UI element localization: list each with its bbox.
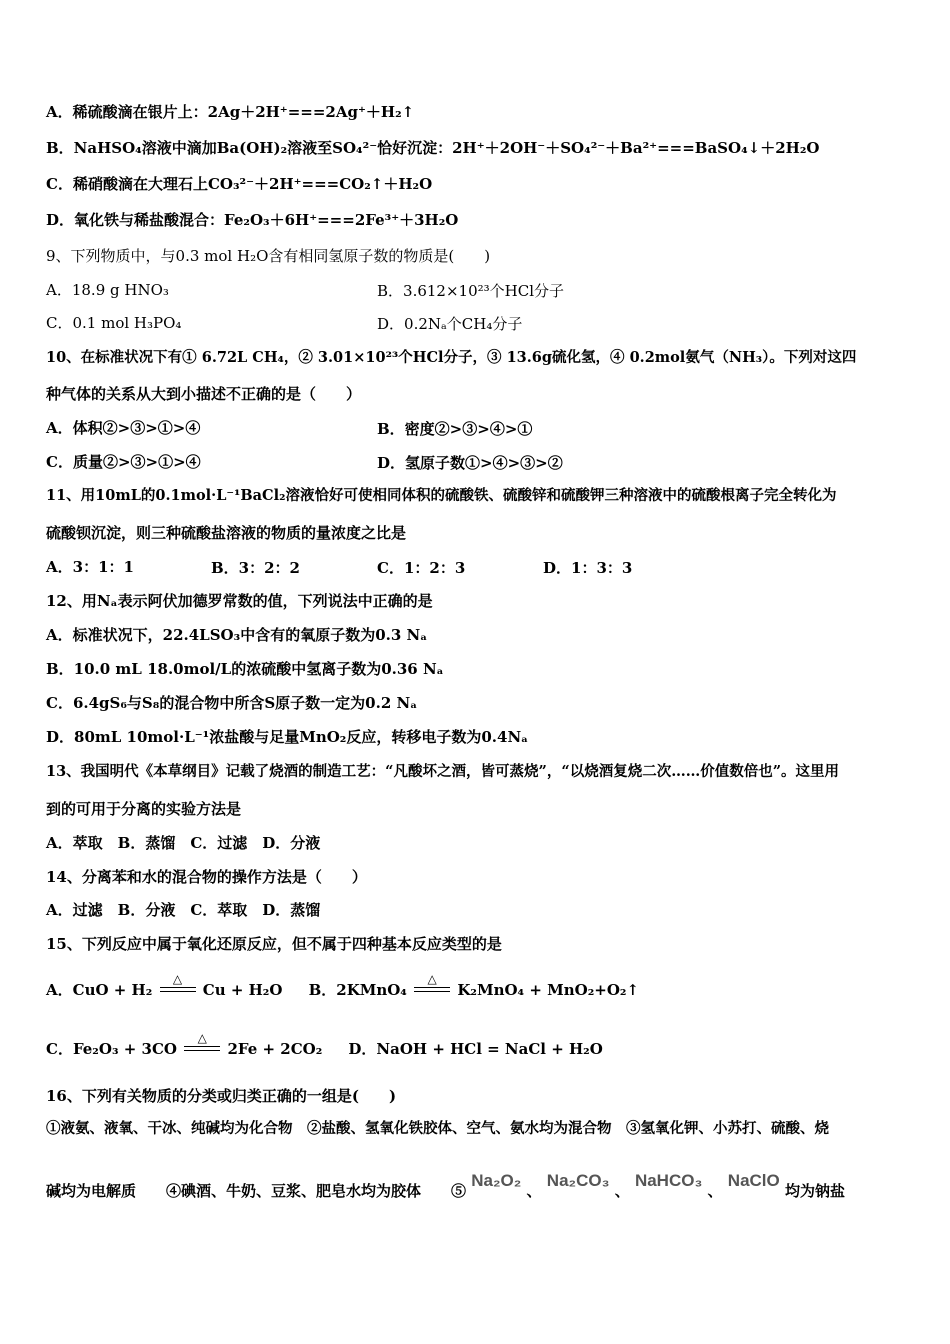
q11-stem-line1: 11、用10mL的0.1mol·L⁻¹BaCl₂溶液恰好可使相同体积的硫酸铁、硫酸锌和硫酸钾三种溶液中的硫酸根离子完全转化为 — [46, 487, 837, 504]
q11-option-d: D．1：3：3 — [543, 559, 633, 577]
q16-statements-line2 — [46, 1171, 846, 1201]
q8-option-d: D．氧化铁与稀盐酸混合：Fe₂O₃＋6H⁺===2Fe³⁺＋3H₂O — [46, 211, 459, 229]
q9-option-d: D．0.2Nₐ个CH₄分子 — [377, 315, 523, 333]
separator: 、 — [526, 1182, 542, 1200]
q8-option-a: A．稀硫酸滴在银片上：2Ag＋2H⁺===2Ag⁺＋H₂↑ — [46, 103, 415, 121]
q16-statements-line1: ①液氨、液氧、干冰、纯碱均为化合物 ②盐酸、氢氧化铁胶体、空气、氨水均为混合物 ③氢氧化钾、小苏打、硫酸、烧 — [46, 1120, 829, 1137]
q15-options-ab — [46, 972, 640, 1000]
q14-options: A．过滤 B．分液 C．萃取 D．蒸馏 — [46, 901, 321, 919]
heat-condition-icon: △ — [184, 1042, 220, 1058]
q12-option-d: D．80mL 10mol·L⁻¹浓盐酸与足量MnO₂反应，转移电子数为0.4Nₐ — [46, 728, 529, 746]
q9-option-c: C．0.1 mol H₃PO₄ — [46, 314, 182, 332]
q15-option-c-reactants: C．Fe₂O₃ + 3CO — [46, 1040, 177, 1058]
q11-stem-line2: 硫酸钡沉淀，则三种硫酸盐溶液的物质的量浓度之比是 — [46, 524, 407, 542]
q9-stem: 9、下列物质中，与0.3 mol H₂O含有相同氢原子数的物质是( ) — [46, 247, 491, 265]
q10-option-b: B．密度②>③>④>① — [377, 420, 533, 438]
q11-option-c: C．1：2：3 — [377, 559, 466, 577]
q9-option-b: B．3.612×10²³个HCl分子 — [377, 282, 565, 300]
q15-option-a-reactants: A．CuO + H₂ — [46, 981, 153, 999]
q13-options: A．萃取 B．蒸馏 C．过滤 D．分液 — [46, 834, 321, 852]
q15-options-cd — [46, 1031, 603, 1059]
formula-na2o2: Na₂O₂ — [471, 1171, 522, 1190]
q16-line2-tail: 均为钠盐 — [785, 1182, 846, 1200]
q15-option-b-reactants: B．2KMnO₄ — [308, 981, 407, 999]
q15-option-b-products: K₂MnO₄ + MnO₂+O₂↑ — [457, 981, 640, 999]
q10-option-d: D．氢原子数①>④>③>② — [377, 454, 563, 472]
q12-option-a: A．标准状况下，22.4LSO₃中含有的氧原子数为0.3 Nₐ — [46, 626, 428, 644]
q8-option-c: C．稀硝酸滴在大理石上CO₃²⁻＋2H⁺===CO₂↑＋H₂O — [46, 175, 433, 193]
heat-condition-icon: △ — [414, 983, 450, 999]
q11-option-a: A．3：1：1 — [46, 558, 134, 576]
heat-condition-icon: △ — [160, 983, 196, 999]
q9-option-a: A．18.9 g HNO₃ — [46, 281, 169, 299]
formula-naclo: NaClO — [727, 1171, 780, 1190]
q15-stem: 15、下列反应中属于氧化还原反应，但不属于四种基本反应类型的是 — [46, 935, 502, 953]
q12-option-b: B．10.0 mL 18.0mol/L的浓硫酸中氢离子数为0.36 Nₐ — [46, 660, 444, 678]
q16-line2-text: 碱均为电解质 ④碘酒、牛奶、豆浆、肥皂水均为胶体 ⑤ — [46, 1182, 467, 1200]
separator: 、 — [707, 1182, 723, 1200]
q10-stem-line2: 种气体的关系从大到小描述不正确的是（ ） — [46, 385, 362, 403]
formula-na2co3: Na₂CO₃ — [546, 1171, 610, 1190]
q10-stem-line1: 10、在标准状况下有① 6.72L CH₄，② 3.01×10²³个HCl分子，③ 13.6g硫化氢，④ 0.2mol氨气（NH₃）。下列对这四 — [46, 349, 857, 366]
q13-stem-line1: 13、我国明代《本草纲目》记载了烧酒的制造工艺：“凡酸坏之酒，皆可蒸烧”，“以烧酒复烧二次……价值数倍也”。这里用 — [46, 763, 840, 780]
q15-option-c-products: 2Fe + 2CO₂ — [227, 1040, 323, 1058]
formula-nahco3: NaHCO₃ — [634, 1171, 703, 1190]
q10-option-a: A．体积②>③>①>④ — [46, 419, 201, 437]
q16-stem: 16、下列有关物质的分类或归类正确的一组是( ) — [46, 1087, 397, 1105]
q8-option-b: B．NaHSO₄溶液中滴加Ba(OH)₂溶液至SO₄²⁻恰好沉淀：2H⁺＋2OH⁻＋SO₄²⁻＋Ba²⁺===BaSO₄↓＋2H₂O — [46, 139, 820, 157]
q12-stem: 12、用Nₐ表示阿伏加德罗常数的值，下列说法中正确的是 — [46, 592, 433, 610]
separator: 、 — [614, 1182, 630, 1200]
q15-option-d: D．NaOH + HCl = NaCl + H₂O — [348, 1040, 603, 1058]
q13-stem-line2: 到的可用于分离的实验方法是 — [46, 800, 242, 818]
q15-option-a-products: Cu + H₂O — [202, 981, 283, 999]
q10-option-c: C．质量②>③>①>④ — [46, 453, 201, 471]
q14-stem: 14、分离苯和水的混合物的操作方法是（ ） — [46, 868, 367, 886]
q11-option-b: B．3：2：2 — [211, 559, 300, 577]
q12-option-c: C．6.4gS₆与S₈的混合物中所含S原子数一定为0.2 Nₐ — [46, 694, 418, 712]
